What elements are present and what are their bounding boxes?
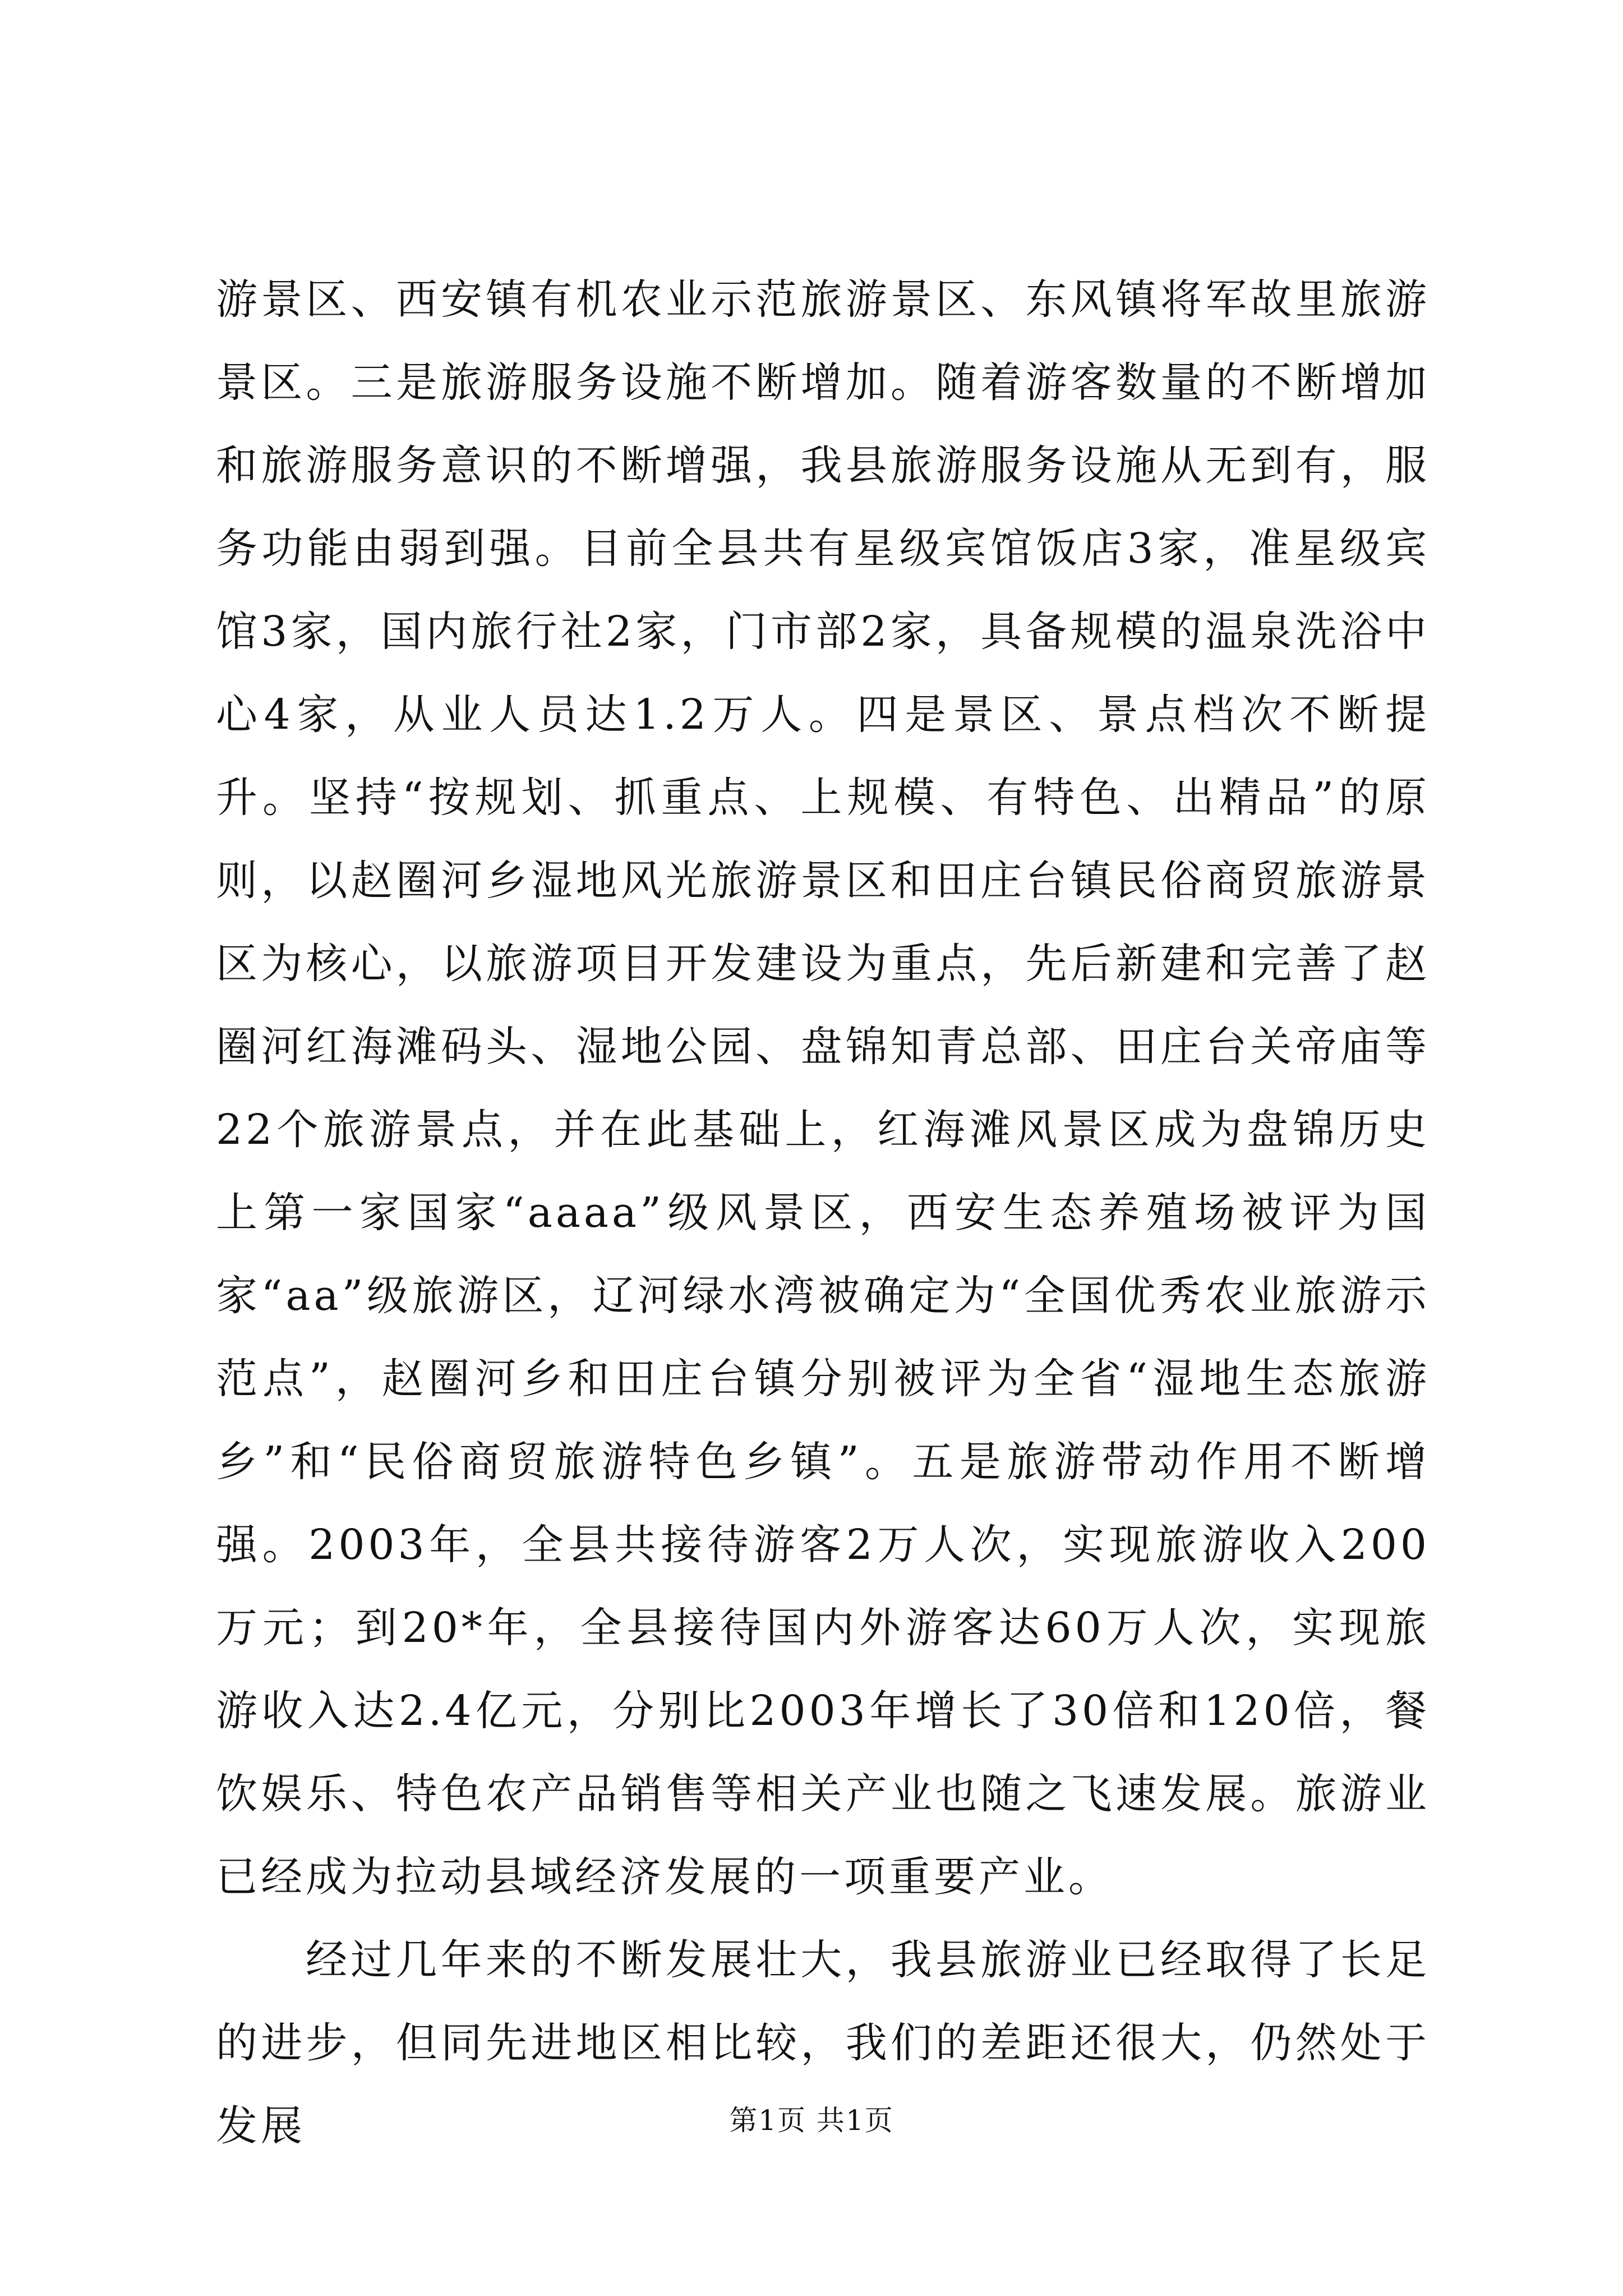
paragraph: 经过几年来的不断发展壮大，我县旅游业已经取得了长足的进步，但同先进地区相比较，我们的差距还很大，仍然处于发展 [216,1936,1430,2150]
paragraph-continued: 游景区、西安镇有机农业示范旅游景区、东风镇将军故里旅游景区。三是旅游服务设施不断增加。随着游客数量的不断增加和旅游服务意识的不断增强，我县旅游服务设施从无到有，服务功能由弱到强。目前全县共有星级宾馆饭店3家，准星级宾馆3家，国内旅行社2家，门市部2家，具备规模的温泉洗浴中心4家，从业人员达1.2万人。四是景区、景点档次不断提升。坚持“按规划、抓重点、上规模、有特色、出精品”的原则，以赵圈河乡湿地风光旅游景区和田庄台镇民俗商贸旅游景区为核心，以旅游项目开发建设为重点，先后新建和完善了赵圈河红海滩码头、湿地公园、盘锦知青总部、田庄台关帝庙等22个旅游景点，并在此基础上，红海滩风景区成为盘锦历史上第一家国家“aaaa”级风景区，西安生态养殖场被评为国家“aa”级旅游区，辽河绿水湾被确定为“全国优秀农业旅游示范点”，赵圈河乡和田庄台镇分别被评为全省“湿地生态旅游乡”和“民俗商贸旅游特色乡镇”。五是旅游带动作用不断增强。2003年，全县共接待游客2万人次，实现旅游收入200万元；到20*年，全县接待国内外游客达60万人次，实现旅游收入达2.4亿元，分别比2003年增长了30倍和120倍，餐饮娱乐、特色农产品销售等相关产业也随之飞速发展。旅游业已经成为拉动县域经济发展的一项重要产业。 [216,275,1430,1901]
page-footer: 第1页 共1页 [729,2104,894,2137]
document-body [216,258,1430,2168]
